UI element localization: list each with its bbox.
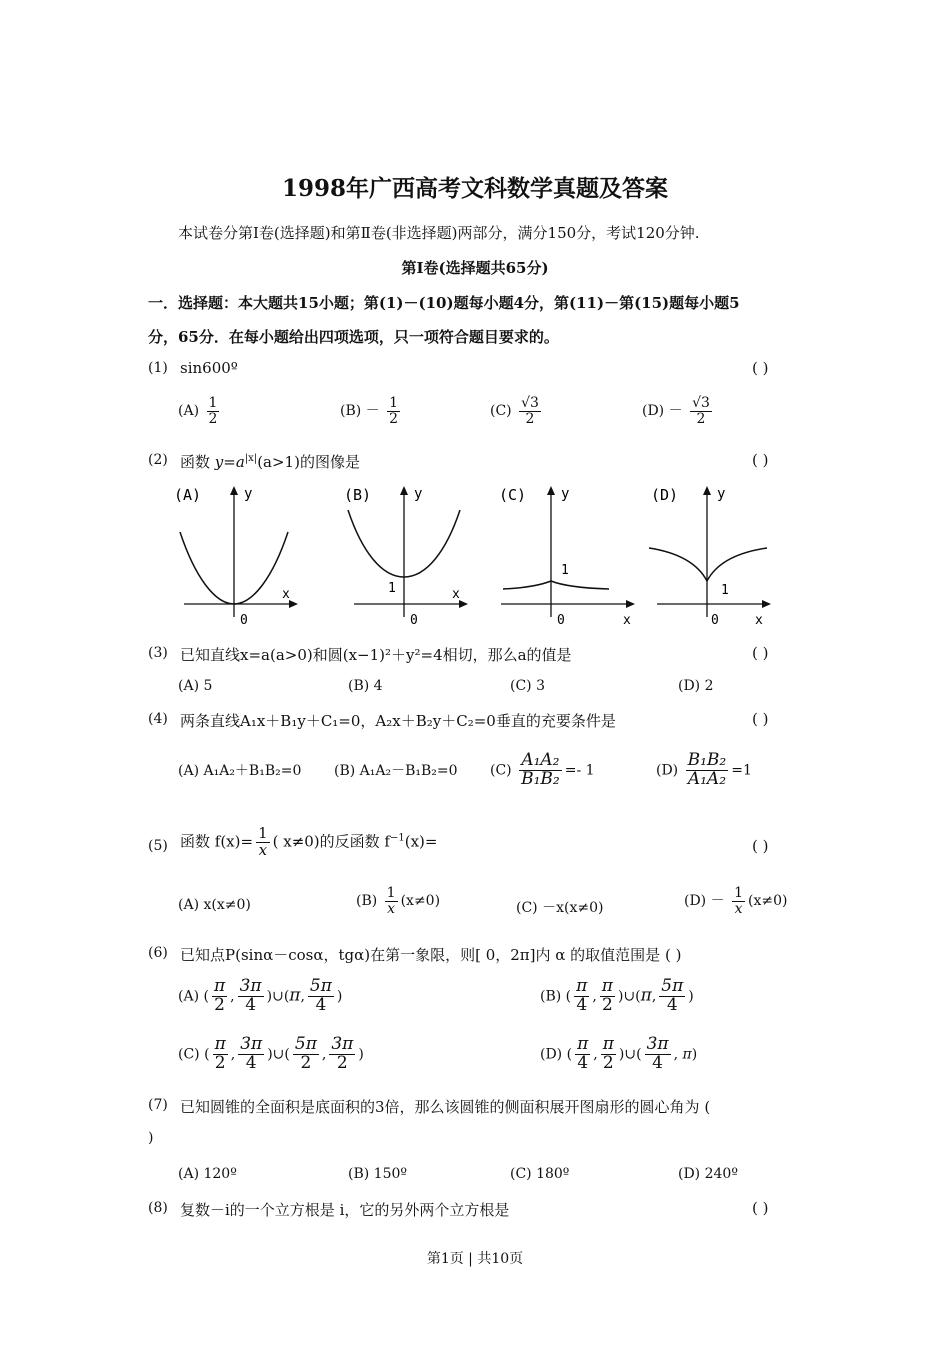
q3-option-b: (B) 4 (348, 678, 383, 694)
origin-label: 0 (557, 613, 565, 628)
graph-d (645, 482, 775, 632)
q6-option-d: (D) ( $\frac{\pi}{4}$ , $\frac{\pi}{2}$ )∪( $\frac{3\pi}{4}$ , π) (540, 1034, 698, 1073)
q7-option-d: (D) 240º (678, 1166, 738, 1182)
section-instructions-line2: 分，65分．在每小题给出四项选项，只一项符合题目要求的。 (148, 328, 559, 346)
q4-option-c: (C) $\frac{\text{A₁A₂}}{\text{B₁B₂}}$ =- 1 (490, 750, 595, 789)
q3-answer-blank: ( ) (752, 644, 769, 662)
q6-text: 已知点P(sinα－cosα，tgα)在第一象限，则[ 0，2π]内 α 的取值范围是 ( ) (180, 946, 682, 964)
x-axis-label: x (452, 587, 460, 602)
q1-answer-blank: ( ) (752, 359, 769, 377)
graph-d-label: (D) (651, 486, 679, 504)
q7-text: 已知圆锥的全面积是底面积的3倍，那么该圆锥的侧面积展开图扇形的圆心角为 ( (180, 1098, 711, 1116)
part-heading: 第Ⅰ卷(选择题共65分) (401, 259, 549, 277)
q5-text: 函数 f(x)= $\frac{1}{x}$ ( x≠0)的反函数 $f^{-1}(x)=$ (180, 824, 438, 859)
section-instructions-line1: 一．选择题：本大题共15小题；第(1)－(10)题每小题4分，第(11)－第(15)题每小题5 (148, 294, 740, 312)
q6-number: (6) (148, 945, 168, 961)
q5-answer-blank: ( ) (752, 837, 769, 855)
x-axis-arrow (626, 600, 635, 608)
q5-option-d: (D) － $\frac{1}{x}$ (x≠0) (684, 885, 788, 917)
graph-a (170, 482, 300, 632)
intercept-label: 1 (388, 581, 396, 596)
y-axis-arrow (703, 486, 711, 495)
y-axis-arrow (230, 486, 238, 495)
q8-answer-blank: ( ) (752, 1199, 769, 1217)
y-axis-arrow (400, 486, 408, 495)
y-axis-label: y (561, 486, 570, 502)
x-axis-arrow (762, 600, 771, 608)
q3-option-c: (C) 3 (510, 678, 545, 694)
q5-option-b: (B) $\frac{1}{x}$ (x≠0) (356, 885, 441, 917)
q6-option-b: (B) ( $\frac{\pi}{4}$ , $\frac{\pi}{2}$ )∪(π, $\frac{5\pi}{4}$ ) (540, 976, 694, 1015)
q4-answer-blank: ( ) (752, 710, 769, 728)
page-title: 1998年广西高考文科数学真题及答案 (281, 175, 668, 202)
q2-text: 函数 $y=a^{|x|}(a>1)$的图像是 (180, 453, 360, 471)
graph-b-label: (B) (344, 486, 372, 504)
graph-a-label: (A) (174, 486, 202, 504)
x-axis-arrow (289, 600, 298, 608)
q3-option-a: (A) 5 (178, 678, 213, 694)
curve (503, 581, 609, 589)
q1-option-b: (B) － $\frac{1}{2}$ (340, 395, 399, 427)
q5-number: (5) (148, 838, 168, 854)
y-axis-label: y (244, 486, 253, 502)
q4-option-a: (A) A₁A₂＋B₁B₂=0 (178, 763, 302, 779)
q6-option-a: (A) ( $\frac{\pi}{2}$ , $\frac{3\pi}{4}$ )∪(π, $\frac{5\pi}{4}$ ) (178, 976, 343, 1015)
y-axis-label: y (717, 486, 726, 502)
q8-number: (8) (148, 1200, 168, 1216)
q4-option-d: (D) $\frac{\text{B₁B₂}}{\text{A₁A₂}}$ =1 (656, 750, 752, 789)
x-axis-arrow (459, 600, 468, 608)
intercept-label: 1 (561, 563, 569, 578)
q7-option-a: (A) 120º (178, 1166, 237, 1182)
q7-option-c: (C) 180º (510, 1166, 570, 1182)
q1-option-a: (A) $\frac{1}{2}$ (178, 395, 218, 427)
q1-option-c: (C) $\frac{√3}{2}$ (490, 395, 539, 427)
y-axis-arrow (547, 486, 555, 495)
x-axis-label: x (282, 587, 290, 602)
q7-close-paren: ) (148, 1130, 154, 1146)
intercept-label: 1 (721, 583, 729, 598)
page-footer: 第1页 | 共10页 (426, 1251, 524, 1267)
q1-text: sin600º (180, 359, 238, 377)
q1-number: (1) (148, 360, 168, 376)
x-axis-label: x (623, 613, 631, 628)
q3-number: (3) (148, 645, 168, 661)
q2-answer-blank: ( ) (752, 451, 769, 469)
q4-number: (4) (148, 711, 168, 727)
exam-intro: 本试卷分第Ⅰ卷(选择题)和第Ⅱ卷(非选择题)两部分，满分150分，考试120分钟. (178, 224, 700, 242)
q6-option-c: (C) ( $\frac{\pi}{2}$ , $\frac{3\pi}{4}$ )∪( $\frac{5\pi}{2}$ , $\frac{3\pi}{2}$ ) (178, 1034, 364, 1073)
q2-number: (2) (148, 452, 168, 468)
graph-b (340, 482, 470, 632)
q1-option-d: (D) － $\frac{√3}{2}$ (642, 395, 710, 427)
origin-label: 0 (240, 613, 248, 628)
curve (649, 548, 767, 581)
y-axis-label: y (414, 486, 423, 502)
q4-text: 两条直线A₁x＋B₁y＋C₁=0，A₂x＋B₂y＋C₂=0垂直的充要条件是 (180, 712, 616, 730)
origin-label: 0 (410, 613, 418, 628)
graph-c (495, 482, 645, 632)
q7-number: (7) (148, 1097, 168, 1113)
q3-text: 已知直线x=a(a>0)和圆(x−1)²＋y²=4相切，那么a的值是 (180, 646, 572, 664)
graph-c-label: (C) (499, 486, 527, 504)
q5-option-c: (C) －x(x≠0) (516, 900, 604, 916)
q3-option-d: (D) 2 (678, 678, 714, 694)
q4-option-b: (B) A₁A₂－B₁B₂=0 (334, 763, 458, 779)
origin-label: 0 (711, 613, 719, 628)
q7-option-b: (B) 150º (348, 1166, 407, 1182)
q5-option-a: (A) x(x≠0) (178, 897, 251, 913)
x-axis-label: x (755, 613, 763, 628)
q8-text: 复数－i的一个立方根是 i，它的另外两个立方根是 (180, 1201, 510, 1219)
